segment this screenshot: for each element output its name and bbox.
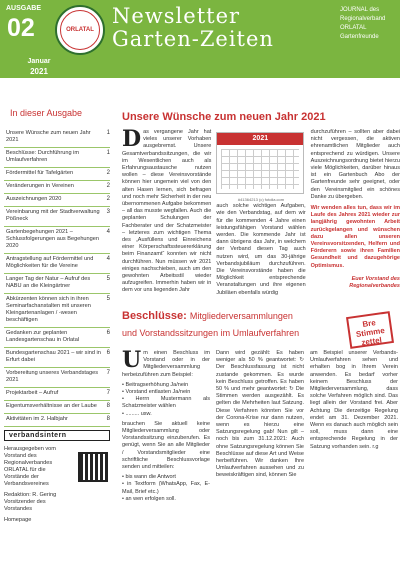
article1-signature: Euer Vorstand des Regionalverbandes: [349, 275, 400, 290]
article2-title-main: Beschlüsse:: [122, 310, 187, 322]
toc-item[interactable]: [4, 401, 110, 414]
article2-title-rest: Mitgliederversammlungen: [189, 311, 293, 321]
toc-item-label: Langer Tag der Natur – Aufruf des NABU an die Kleingärtner: [6, 276, 91, 289]
toc-item-page: 2: [106, 170, 110, 176]
article1-wishes: Wir wenden alles tun, dass wir im Laufe des Jahres 2021 wieder zur langjährig gewohnten Arbeit zurückgelangen und wünschen dazu allen unseren Vereinsvorsitzenden, Helfern und Förderern sowie ihren Familien Gesundheit und dazugehörige Optimismus.: [310, 205, 400, 269]
toc-item[interactable]: [4, 274, 110, 294]
list-item: • Herrn Mustermann als Schatzmeister wählen: [122, 396, 210, 410]
qr-code-icon: [78, 452, 108, 482]
verbandsintern-label: verbandsintern: [4, 430, 110, 441]
journal-line: JOURNAL des: [340, 7, 380, 13]
toc-item[interactable]: [4, 181, 110, 194]
toc-item[interactable]: [4, 227, 110, 254]
article1-col1: [122, 126, 212, 297]
toc-item-label: Aktivitäten im 2. Halbjahr: [6, 416, 68, 422]
article2-col3: [310, 350, 398, 503]
article2-col1-tail: brauchen Sie aktuell keine Mitgliederversammlung oder Vorstandssitzung einzuberufen. Es genügt, wenn Sie an alle Mitglieder / Vorstandsmitglieder eine schriftliche Beschlussvorlage senden und mitteilen:: [122, 420, 210, 471]
article2-subtitle: und Vorstandssitzungen im Umlaufverfahren: [122, 328, 300, 338]
article2-body: [122, 347, 398, 503]
toc-item-label: Gartenbegehungen 2021 – Schlussfolgerungen aus Begehungen 2020: [6, 229, 99, 249]
article2-col2-text: Dann wird gezählt: Es haben weniger als 50 % geantwortet: ↻ Der Beschlussfassung ist nicht zustande gekommen. Es wurde kein Beschluss getroffen. Es haben 50 % und mehr geantwortet: ↻ Die Stimmen werden ausgezählt. Es gelten die Mehrheiten laut Satzung. Diese Verfahren könnten Sie vor der Corona-Krise nur dann nutzen, wenn es hierzu eine Satzungsregelung gab! Nun gilt – noch bis zum 31.12.2021: Auch ohne Satzungsregelung können Sie Beschlüsse auf diese Art und Weise herbeiführen. Wir danken Ihre Umlaufverfahren aussehen und zu beweiskräftigen sind, können Sie: [216, 350, 304, 479]
toc-item-page: 2: [106, 183, 110, 189]
toc-item-label: Gedanken zur geplanten Landesgartenschau in Orlatal: [6, 330, 80, 343]
seal-text: ORLATAL: [60, 10, 100, 50]
toc-title: In dieser Ausgabe: [10, 108, 83, 118]
toc-item-page: 8: [106, 403, 110, 409]
toc-item[interactable]: [4, 168, 110, 181]
issue-box: [2, 2, 60, 76]
toc-item-page: 7: [106, 370, 110, 376]
toc-item[interactable]: [4, 388, 110, 401]
list-item: • an wen erfolgen soll.: [122, 496, 210, 503]
list-item: • Vorstand entlasten Ja/nein: [122, 389, 210, 396]
article2-col3-text: am Beispiel unserer Verbands-Umlaufverfahren sehen und erhalten bog in Ihrem Verein anwenden. Es bedarf vorher keinem Beschluss der Mitgliederversammlung, dass solche Verfahren möglich sind. Das liegt allein der Vorstand frei. Aber Achtung Die derzeitige Regelung endet am 31. Dezember 2021. Wenn es danach auch möglich sein soll, muss dann eine entsprechende Regelung in der Satzung vorhanden sein. r.g: [310, 350, 398, 450]
toc-item[interactable]: [4, 368, 110, 388]
toc-item-page: 4: [106, 229, 110, 235]
toc-item-label: Vorbereitung unseres Verbandstages 2021: [6, 370, 99, 383]
toc-item-label: Unsere Wünsche zum neuen Jahr 2021: [6, 130, 91, 143]
list-item: • bis wann die Antwort: [122, 474, 210, 481]
toc-item-label: Eigentumsverhältnisse an der Laube: [6, 403, 97, 409]
toc-item-page: 5: [106, 296, 110, 302]
toc-item-label: Abkürzenten können sich in ihren Seminarfachanstalten mit unseren Kleingartenanlagen / -wesen beschäftigen: [6, 296, 91, 323]
issue-label: AUSGABE: [6, 5, 42, 12]
toc-item-label: Vereinbarung mit der Stadtverwaltung Pößneck: [6, 209, 100, 222]
publisher-line: Herausgegeben vom Vorstand des Regionalverbandes ORLATAL für die Vorstände der Verbandsvereines: [4, 446, 56, 487]
newsletter-subtitle: Garten-Zeiten: [112, 27, 274, 51]
toc-item-page: 1: [106, 150, 110, 156]
homepage-label: Homepage: [4, 517, 32, 523]
newsletter-header: [0, 0, 400, 100]
calendar-image: [216, 132, 304, 194]
toc-item[interactable]: [4, 207, 110, 227]
article1-dropcap: D: [122, 126, 142, 152]
stamp-text: Bre Stimme zettel: [346, 311, 394, 349]
toc-item-label: Fördermittel für Tafelgärten: [6, 170, 74, 176]
calendar-caption: #41364213 (c) fotolia.com: [237, 197, 285, 202]
toc-item-page: 5: [106, 276, 110, 282]
article2-col2: [216, 350, 304, 503]
toc-item-page: 6: [106, 350, 110, 356]
list-item: • in Textform (WhatsApp, Fax, E-Mail, Brief etc.): [122, 481, 210, 495]
list-item: • ......... usw.: [122, 411, 210, 418]
toc-item-page: 4: [106, 256, 110, 262]
issue-month: Januar: [27, 58, 51, 65]
list-item: • Beitragserhöhung Ja/nein: [122, 382, 210, 389]
article1-col3-text: durchzuführen – sollten aber dabei nicht vergessen, die aktiven ehrenamtlichen Mitglieder auch entsprechend zu würdigen. Unsere Auszeichnungsordnung bietet hierzu viele Möglichkeiten, darüber hinaus ist ein Gartenbuch Abo der Gartenfreunde sehr geeignet, oder den Vereinsmitglied ein schönes Danke zu übergeben.: [310, 129, 400, 200]
publisher-info: [4, 446, 110, 524]
issue-year: 2021: [30, 67, 48, 76]
toc-item-label: Auszeichnungen 2020: [6, 196, 62, 202]
newsletter-title: Newsletter: [112, 4, 241, 28]
article2-col1-text: m einen Beschluss im Vorstand oder in der Mitgliederversammlung herbeizuführen zum Beispiel:: [122, 350, 210, 378]
toc-item-label: Bundesgartenschau 2021 – wir sind in Erfurt dabei: [6, 350, 101, 363]
toc-item[interactable]: [4, 148, 110, 168]
toc-item[interactable]: [4, 328, 110, 348]
journal-line: Gartenfreunde: [340, 34, 379, 40]
toc-item[interactable]: [4, 254, 110, 274]
toc-item[interactable]: [4, 194, 110, 207]
table-of-contents-sidebar: [0, 103, 116, 575]
article2-title: [122, 310, 332, 322]
toc-item-page: 8: [106, 416, 110, 422]
toc-list: [4, 128, 110, 427]
toc-item-page: 2: [106, 196, 110, 202]
toc-item[interactable]: [4, 348, 110, 368]
toc-item-page: 7: [106, 390, 110, 396]
editor-line: Redaktion: R. Gering Vorsitzender des Vorstandes: [4, 492, 57, 512]
issue-number: 02: [7, 14, 35, 42]
calendar-year: 2021: [217, 133, 303, 145]
article1-col2: [216, 129, 305, 297]
toc-item-page: 6: [106, 330, 110, 336]
article1-col1-text: as vergangene Jahr hat vieles unserer Vorhaben ausgebremst. Unsere Gesamtverbandssitzungen, die wir im Wesentlichen auch als Erfahrungsaustausche nutzen wollen – diese Vereinsvorstände können hier ungemein viel von den alten Hasen lernen, sich befragen und noch mehr Sicherheit in der neu übernommenen Aufgabe bekommen – all das musste wegfallen. Auch die geplanten Schulungen der Fachberater und der Schatzmeister – letzteres zum wichtigen Thema des „Ausfüllens und Einreichens einer Körperschaftssteuererklärung beim Finanzamt“ konnten wir nicht durchführen. Nun müssen wir 2021 einiges nachschieben, auch um den gewohnten Arbeitsstil wieder aufzugreifen. Immerhin haben wir in dem vor uns liegenden Jahr: [122, 129, 212, 294]
journal-line: Regionalverband: [340, 16, 386, 22]
toc-item-label: Projektarbeit – Aufruf: [6, 390, 59, 396]
toc-item[interactable]: [4, 294, 110, 328]
journal-info: [340, 6, 398, 42]
toc-item[interactable]: [4, 128, 110, 148]
toc-item-page: 3: [106, 209, 110, 215]
article2-dropcap: U: [122, 347, 142, 373]
article1-col3: [311, 129, 400, 297]
ballot-stamp-image: [342, 308, 396, 354]
article1-col2-text: auch solche wichtigen Aufgaben, wie den Verbandstag, auf dem wir für die kommenden 4 Jahre einen leistungsfähigen Vorstand wählen werden. Die kommende Jahr ist dann übrigens das Jahr, in welchem der Verband diesen Tag auch nutzen wird, um das 30-jährige Verbandsjubiläum durchzuführen. Die Vereinsvorstände haben die Möglichkeit entsprechende Veranstaltungen und ihre eigenen Jubiläen ebenfalls würdig: [216, 203, 306, 296]
article1-title: Unsere Wünsche zum neuen Jahr 2021: [122, 111, 326, 123]
toc-item[interactable]: [4, 414, 110, 427]
article2-col1: [122, 347, 210, 503]
calendar-grid: [221, 149, 299, 189]
association-seal-logo: [55, 5, 105, 55]
article-new-year: [118, 103, 400, 297]
toc-item-label: Antragstellung auf Fördermittel und Möglichkeiten für die Vereine: [6, 256, 94, 269]
toc-item-label: Beschlüsse: Durchführung im Umlaufverfahren: [6, 150, 80, 163]
journal-line: ORLATAL: [340, 25, 367, 31]
toc-item-label: Veränderungen in Vereinen: [6, 183, 74, 189]
toc-item-page: 1: [106, 130, 110, 136]
